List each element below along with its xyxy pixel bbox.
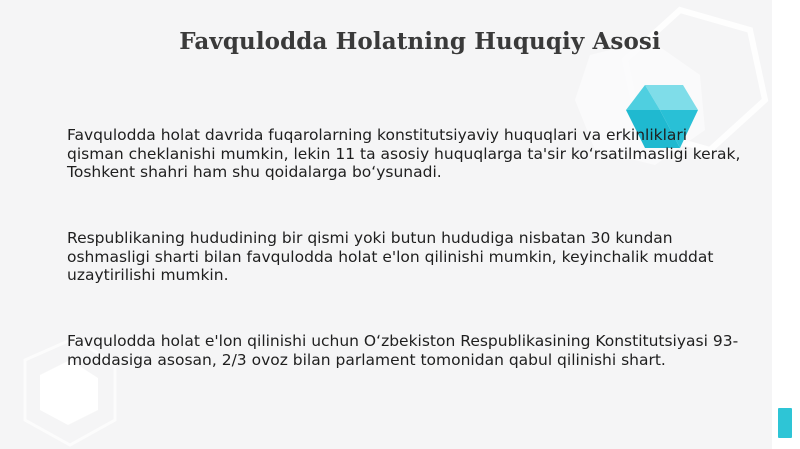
slide-title: Favqulodda Holatning Huquqiy Asosi: [179, 28, 661, 55]
scroll-thumb[interactable]: [778, 408, 792, 438]
scrollbar-track[interactable]: [772, 0, 800, 449]
paragraph-3: Favqulodda holat e'lon qilinishi uchun Oʻzbekiston Respublikasining Konstitutsiyasi 93-moddasiga asosan, 2/3 ovoz bilan parlament tomonidan qabul qilinishi shart.: [67, 332, 739, 369]
paragraph-2: Respublikaning hududining bir qismi yoki butun hududiga nisbatan 30 kundan oshmasligi sharti bilan favqulodda holat e'lon qilinishi mumkin, keyinchalik muddat uzaytirilishi mumkin.: [67, 229, 714, 284]
paragraph-1: Favqulodda holat davrida fuqarolarning konstitutsiyaviy huquqlari va erkinliklari qisman cheklanishi mumkin, lekin 11 ta asosiy huquqlarga ta'sir koʻrsatilmasligi kerak, Toshkent shahri ham shu qoidalarga boʻysunadi.: [67, 126, 741, 181]
hexagon-bottom-left-icon: [40, 360, 98, 425]
